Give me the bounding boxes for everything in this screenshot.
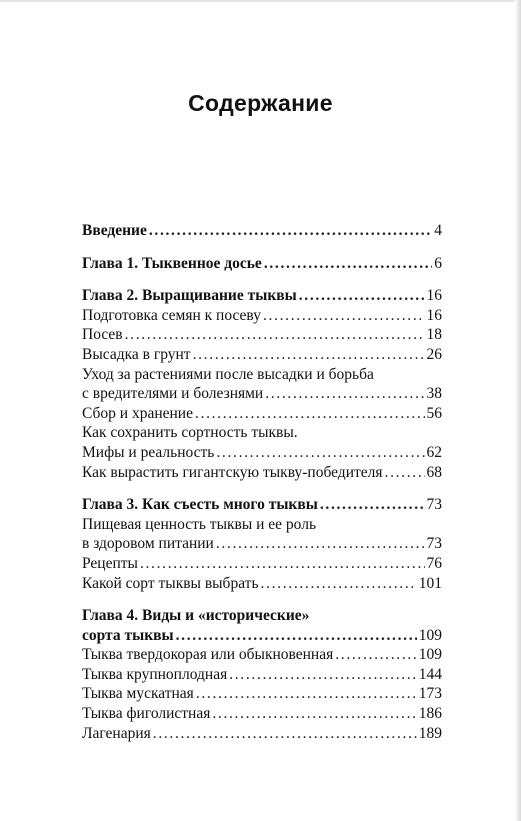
toc-entry-recipes[interactable] bbox=[82, 554, 442, 574]
toc-entry-title: Глава 2. Выращивание тыквы bbox=[82, 287, 297, 305]
toc-entry-planting[interactable] bbox=[82, 345, 442, 365]
toc-entry-giant-pumpkin[interactable] bbox=[82, 463, 442, 483]
toc-page-number: 6 bbox=[434, 254, 442, 272]
toc-page-number: 101 bbox=[418, 574, 442, 592]
toc-entry-title: Рецепты bbox=[82, 554, 138, 572]
toc-entry-hardshell-pumpkin[interactable] bbox=[82, 645, 442, 665]
toc-page-number: 189 bbox=[418, 724, 442, 742]
toc-page-number: 26 bbox=[426, 345, 442, 363]
toc-entry-title: Как вырастить гигантскую тыкву-победителя bbox=[82, 463, 383, 481]
dot-leader bbox=[265, 384, 424, 404]
toc-entry-title: Тыква твердокорая или обыкновенная bbox=[82, 646, 334, 664]
dot-leader bbox=[140, 554, 425, 574]
dot-leader bbox=[263, 306, 425, 326]
toc-entry-chapter-4-line-2[interactable] bbox=[82, 626, 442, 646]
toc-page-number: 173 bbox=[418, 685, 442, 703]
dot-leader bbox=[335, 645, 417, 665]
toc-entry-care-line-2[interactable] bbox=[82, 384, 442, 404]
toc-entry-harvest-storage[interactable] bbox=[82, 404, 442, 424]
toc-entry-title: Глава 3. Как съесть много тыквы bbox=[82, 496, 318, 514]
dot-leader bbox=[299, 286, 425, 306]
toc-entry-choose-variety[interactable] bbox=[82, 574, 442, 594]
toc-entry-title: Тыква крупноплодная bbox=[82, 665, 228, 683]
dot-leader bbox=[176, 626, 417, 646]
toc-entry-title: Высадка в грунт bbox=[82, 345, 191, 363]
toc-page-number: 68 bbox=[426, 463, 442, 481]
toc-entry-chapter-1[interactable] bbox=[82, 254, 442, 274]
toc-entry-variety-line-2[interactable] bbox=[82, 443, 442, 463]
toc-entry-figleaf-pumpkin[interactable] bbox=[82, 704, 442, 724]
dot-leader bbox=[320, 495, 425, 515]
toc-entry-nutrition-line-2[interactable] bbox=[82, 534, 442, 554]
page-top-edge bbox=[0, 0, 521, 2]
toc-entry-chapter-4-line-1[interactable]: Глава 4. Виды и «исторические» bbox=[82, 607, 310, 625]
toc-page-number: 73 bbox=[426, 496, 442, 514]
toc-page-number: 62 bbox=[426, 443, 442, 461]
toc-entry-seed-preparation[interactable] bbox=[82, 306, 442, 326]
dot-leader bbox=[229, 665, 417, 685]
toc-page-number: 56 bbox=[426, 404, 442, 422]
toc-entry-title: Какой сорт тыквы выбрать bbox=[82, 574, 259, 592]
toc-page-number: 76 bbox=[426, 554, 442, 572]
dot-leader bbox=[212, 704, 416, 724]
toc-page-number: 186 bbox=[418, 705, 442, 723]
toc-entry-chapter-3[interactable] bbox=[82, 495, 442, 515]
toc-entry-title: Мифы и реальность bbox=[82, 443, 215, 461]
toc-page-number: 16 bbox=[426, 306, 442, 324]
toc-entry-title: Тыква фиголистная bbox=[82, 705, 211, 723]
page-title: Содержание bbox=[188, 90, 333, 116]
dot-leader bbox=[193, 345, 425, 365]
toc-page-number: 73 bbox=[426, 535, 442, 553]
toc-entry-title: Глава 1. Тыквенное досье bbox=[82, 254, 262, 272]
toc-entry-variety-line-1[interactable]: Как сохранить сортность тыквы. bbox=[82, 424, 298, 442]
toc-entry-title: сорта тыквы bbox=[82, 626, 174, 644]
page-right-edge-shadow bbox=[515, 0, 521, 821]
dot-leader bbox=[125, 325, 425, 345]
dot-leader bbox=[261, 574, 417, 594]
toc-page-number: 109 bbox=[418, 646, 442, 664]
dot-leader bbox=[385, 463, 425, 483]
toc-page-number: 16 bbox=[426, 287, 442, 305]
table-of-contents bbox=[82, 221, 442, 743]
toc-entry-care-line-1[interactable]: Уход за растениями после высадки и борьба bbox=[82, 365, 374, 383]
dot-leader bbox=[149, 221, 432, 241]
toc-entry-title: Введение bbox=[82, 222, 147, 239]
toc-entry-title: в здоровом питании bbox=[82, 535, 214, 553]
toc-entry-title: Подготовка семян к посеву bbox=[82, 306, 261, 324]
dot-leader bbox=[264, 254, 432, 274]
toc-entry-nutrition-line-1[interactable]: Пищевая ценность тыквы и ее роль bbox=[82, 515, 317, 533]
toc-entry-large-fruit-pumpkin[interactable] bbox=[82, 665, 442, 685]
dot-leader bbox=[216, 534, 425, 554]
toc-page-number: 38 bbox=[426, 385, 442, 403]
toc-entry-intro[interactable] bbox=[82, 221, 442, 241]
toc-page-number: 109 bbox=[418, 626, 442, 644]
toc-entry-lagenaria[interactable] bbox=[82, 724, 442, 744]
dot-leader bbox=[216, 443, 424, 463]
toc-entry-title: Посев bbox=[82, 326, 123, 344]
dot-leader bbox=[153, 724, 417, 744]
toc-page-number: 4 bbox=[434, 222, 442, 239]
dot-leader bbox=[195, 404, 425, 424]
toc-entry-title: Тыква мускатная bbox=[82, 685, 194, 703]
toc-page-number: 18 bbox=[426, 326, 442, 344]
toc-page-number: 144 bbox=[418, 665, 442, 683]
toc-entry-title: Лагенария bbox=[82, 724, 151, 742]
toc-entry-chapter-2[interactable] bbox=[82, 286, 442, 306]
dot-leader bbox=[196, 684, 417, 704]
toc-entry-title: Сбор и хранение bbox=[82, 404, 193, 422]
toc-entry-title: с вредителями и болезнями bbox=[82, 385, 264, 403]
toc-entry-muscat-pumpkin[interactable] bbox=[82, 684, 442, 704]
toc-entry-sowing[interactable] bbox=[82, 325, 442, 345]
